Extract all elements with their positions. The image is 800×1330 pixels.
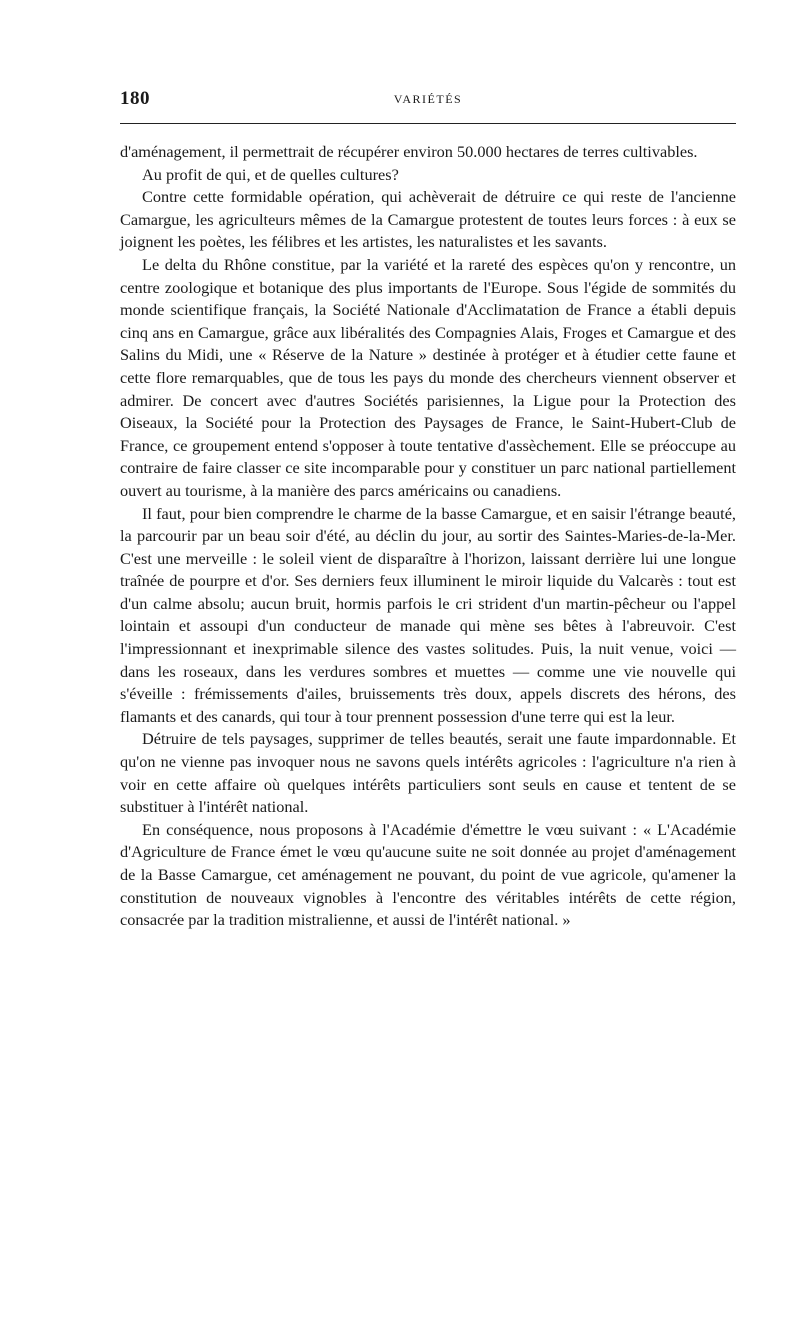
paragraph: Le delta du Rhône constitue, par la variété et la rareté des espèces qu'on y rencontre, un centre zoologique et botanique des plus importants de l'Europe. Sous l'égide de sommités du monde scientifique français, la Société Nationale d'Acclimatation de France a établi depuis cinq ans en Camargue, grâce aux libéralités des Compagnies Alais, Froges et Camargue et des Salins du Midi, une « Réserve de la Nature » destinée à protéger et à étudier cette faune et cette flore remarquables, que de tous les pays du monde des chercheurs viennent observer et admirer. De concert avec d'autres Sociétés parisiennes, la Ligue pour la Protection des Oiseaux, la Société pour la Protection des Paysages de France, le Saint-Hubert-Club de France, ce groupement entend s'opposer à toute tentative d'assèchement. Elle se préoccupe au contraire de faire classer ce site incomparable pour y constituer un parc national partiellement ouvert au tourisme, à la manière des parcs américains ou canadiens. xyxy=(120,254,736,500)
paragraph: Il faut, pour bien comprendre le charme de la basse Camargue, et en saisir l'étrange beauté, la parcourir par un beau soir d'été, au déclin du jour, au sortir des Saintes-Maries-de-la-Mer. C'est une merveille : le soleil vient de disparaître à l'horizon, laissant derrière lui une longue traînée de pourpre et d'or. Ses derniers feux illuminent le miroir liquide du Valcarès : tout est d'un calme absolu; aucun bruit, hormis parfois le cri strident d'un martin-pêcheur ou l'appel lointain et assoupi d'un conducteur de manade qui mène ses bêtes à l'abreuvoir. C'est l'impressionnant et inexprimable silence des vastes solitudes. Puis, la nuit venue, voici — dans les roseaux, dans les verdures sombres et muettes — comme une vie nouvelle qui s'éveille : frémissements d'ailes, bruissements très doux, appels discrets des hérons, des flamants et des canards, qui tour à tour prennent possession d'une terre qui est la leur. xyxy=(120,503,736,726)
paragraph: Détruire de tels paysages, supprimer de telles beautés, serait une faute impardonnable. Et qu'on ne vienne pas invoquer nous ne savons quels intérêts agricoles : l'agriculture n'a rien à voir en cette affaire où quelques intérêts particuliers sont seuls en cause et tentent de se substituer à l'intérêt national. xyxy=(120,729,736,817)
paragraph: Au profit de qui, et de quelles cultures? xyxy=(142,164,399,184)
running-title: VARIÉTÉS xyxy=(393,92,463,106)
paragraph: d'aménagement, il permettrait de récupérer environ 50.000 hectares de terres cultivables. xyxy=(120,142,698,161)
page-number: 180 xyxy=(120,88,150,109)
body-text xyxy=(120,141,736,932)
page-header xyxy=(120,88,736,118)
paragraph: En conséquence, nous proposons à l'Académie d'émettre le vœu suivant : « L'Académie d'Agriculture de France émet le vœu qu'aucune suite ne soit donnée au projet d'aménagement de la Basse Camargue, cet aménagement ne pouvant, du point de vue agricole, qu'amener la constitution de nouveaux vignobles à l'encontre des véritables intérêts de cette région, consacrée par la tradition mistralienne, et aussi de l'intérêt national. » xyxy=(120,819,736,930)
header-rule xyxy=(120,123,736,124)
paragraph: Contre cette formidable opération, qui achèverait de détruire ce qui reste de l'ancienne Camargue, les agriculteurs mêmes de la Camargue protestent de toutes leurs forces : à eux se joignent les poètes, les félibres et les artistes, les naturalistes et les savants. xyxy=(120,187,736,252)
